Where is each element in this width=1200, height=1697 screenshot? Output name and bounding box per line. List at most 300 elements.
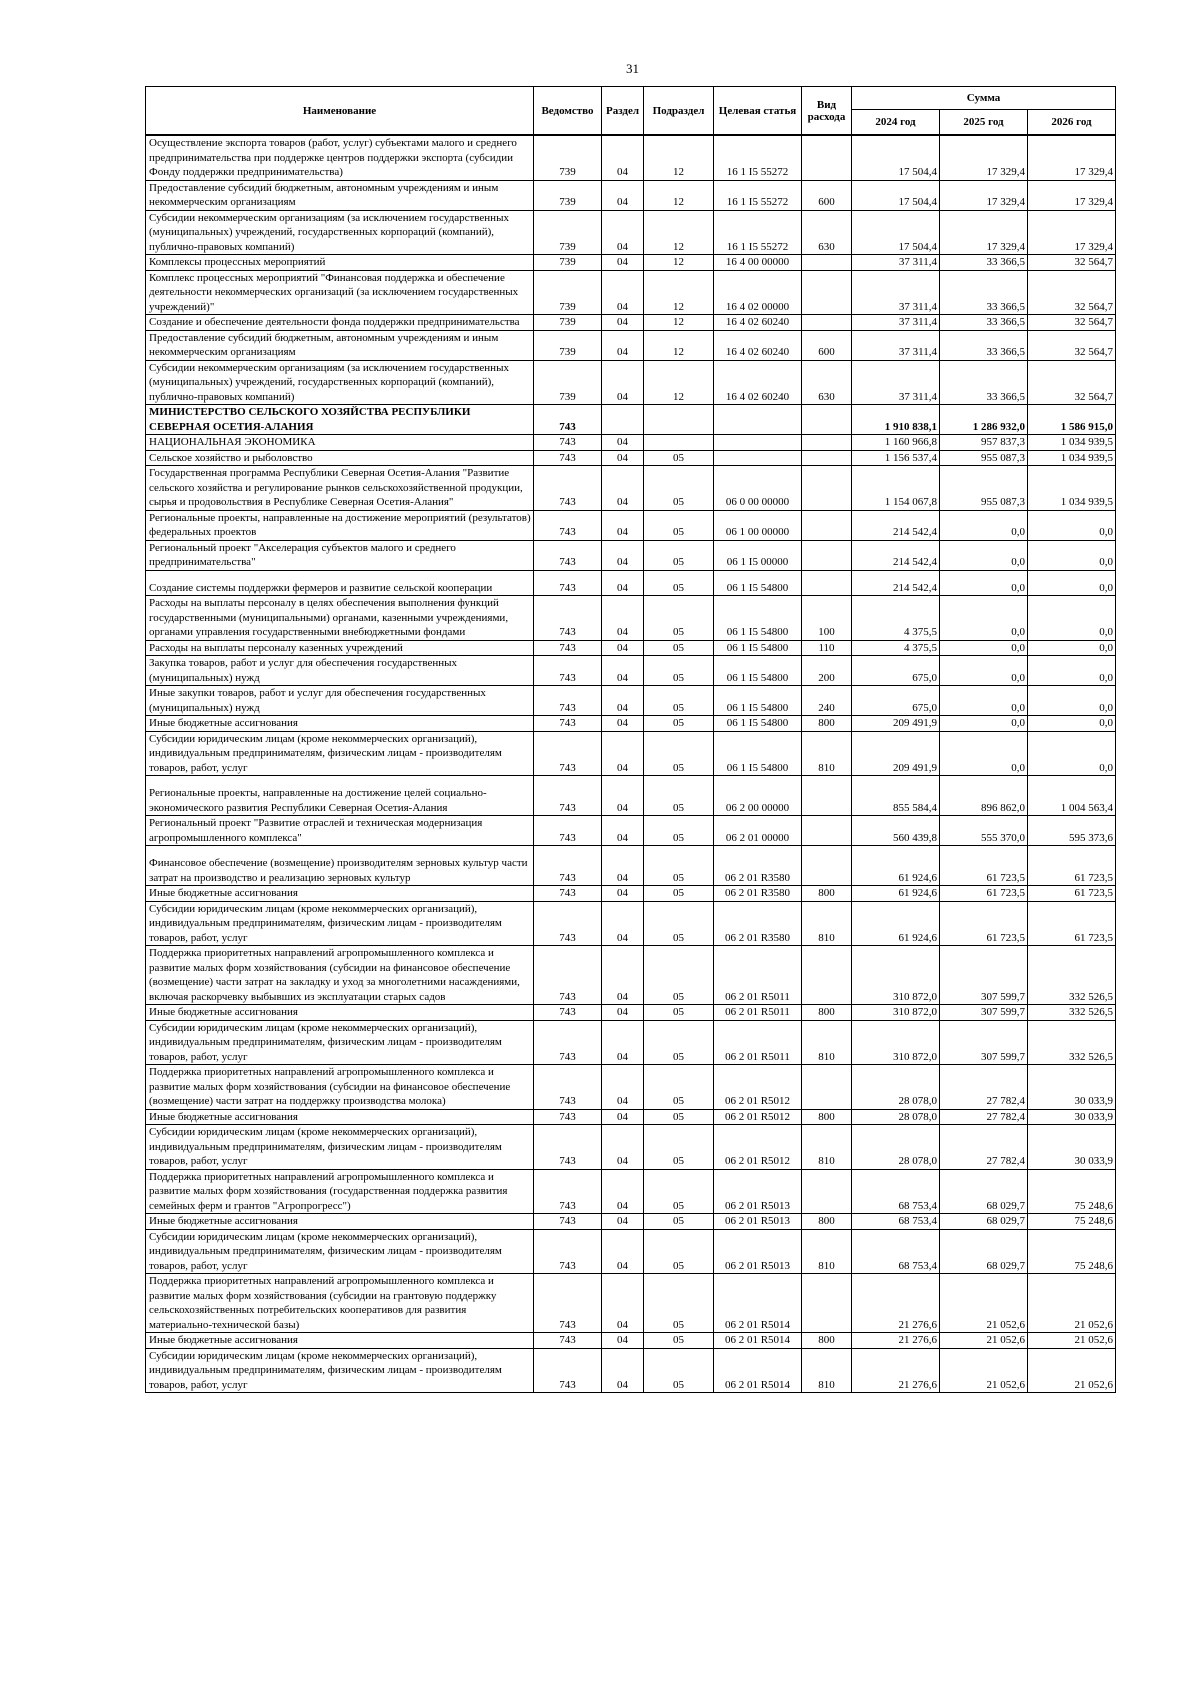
table-row xyxy=(146,686,1116,716)
cell-2025: 17 329,4 xyxy=(940,180,1028,210)
cell-2025: 955 087,3 xyxy=(940,466,1028,511)
header-target: Целевая статья xyxy=(714,87,802,136)
cell-2026: 1 004 563,4 xyxy=(1028,776,1116,816)
cell-2026: 1 034 939,5 xyxy=(1028,466,1116,511)
cell-vid: 810 xyxy=(802,901,852,946)
cell-vid xyxy=(802,510,852,540)
cell-name: Субсидии юридическим лицам (кроме некоммерческих организаций), индивидуальным предпринимателям, физическим лицам - производителям товаров, работ, услуг xyxy=(146,1348,534,1393)
table-row xyxy=(146,315,1116,331)
cell-podrazdel: 05 xyxy=(644,1109,714,1125)
cell-ved: 743 xyxy=(534,946,602,1005)
cell-name: НАЦИОНАЛЬНАЯ ЭКОНОМИКА xyxy=(146,435,534,451)
cell-razdel: 04 xyxy=(602,435,644,451)
cell-2026: 0,0 xyxy=(1028,686,1116,716)
cell-name: Предоставление субсидий бюджетным, автономным учреждениям и иным некоммерческим организациям xyxy=(146,330,534,360)
cell-2024: 21 276,6 xyxy=(852,1333,940,1349)
cell-podrazdel: 12 xyxy=(644,315,714,331)
cell-2025: 21 052,6 xyxy=(940,1348,1028,1393)
cell-name: Субсидии некоммерческим организациям (за исключением государственных (муниципальных) учреждений, государственных корпораций (компаний), публично-правовых компаний) xyxy=(146,360,534,405)
header-summa: Сумма xyxy=(852,87,1116,110)
cell-razdel: 04 xyxy=(602,540,644,570)
cell-2024: 675,0 xyxy=(852,686,940,716)
cell-podrazdel: 05 xyxy=(644,886,714,902)
cell-2025: 0,0 xyxy=(940,510,1028,540)
cell-podrazdel: 05 xyxy=(644,1065,714,1110)
cell-2024: 17 504,4 xyxy=(852,210,940,255)
table-row xyxy=(146,1348,1116,1393)
cell-2026: 595 373,6 xyxy=(1028,816,1116,846)
cell-razdel: 04 xyxy=(602,731,644,776)
cell-podrazdel: 05 xyxy=(644,1005,714,1021)
cell-razdel: 04 xyxy=(602,255,644,271)
cell-podrazdel: 12 xyxy=(644,330,714,360)
cell-razdel: 04 xyxy=(602,716,644,732)
cell-2025: 0,0 xyxy=(940,540,1028,570)
cell-2024: 1 154 067,8 xyxy=(852,466,940,511)
cell-ved: 743 xyxy=(534,1020,602,1065)
cell-2025: 555 370,0 xyxy=(940,816,1028,846)
cell-razdel: 04 xyxy=(602,1005,644,1021)
cell-target: 06 2 01 00000 xyxy=(714,816,802,846)
table-row xyxy=(146,1169,1116,1214)
cell-razdel: 04 xyxy=(602,686,644,716)
cell-target: 06 1 I5 54800 xyxy=(714,731,802,776)
cell-target: 16 1 I5 55272 xyxy=(714,180,802,210)
table-row xyxy=(146,640,1116,656)
cell-2025: 0,0 xyxy=(940,640,1028,656)
cell-2025: 27 782,4 xyxy=(940,1065,1028,1110)
cell-podrazdel xyxy=(644,435,714,451)
cell-podrazdel: 05 xyxy=(644,946,714,1005)
cell-target: 16 1 I5 55272 xyxy=(714,135,802,180)
cell-ved: 743 xyxy=(534,846,602,886)
cell-target: 16 4 02 60240 xyxy=(714,315,802,331)
cell-ved: 743 xyxy=(534,596,602,641)
cell-2024: 68 753,4 xyxy=(852,1229,940,1274)
cell-vid xyxy=(802,315,852,331)
cell-target xyxy=(714,435,802,451)
cell-ved: 743 xyxy=(534,816,602,846)
cell-target: 06 0 00 00000 xyxy=(714,466,802,511)
table-row xyxy=(146,450,1116,466)
cell-podrazdel: 05 xyxy=(644,1229,714,1274)
cell-target: 06 2 01 R3580 xyxy=(714,901,802,946)
table-row xyxy=(146,1109,1116,1125)
cell-podrazdel: 05 xyxy=(644,846,714,886)
cell-2025: 68 029,7 xyxy=(940,1214,1028,1230)
cell-2024: 17 504,4 xyxy=(852,135,940,180)
cell-target: 06 2 01 R5014 xyxy=(714,1348,802,1393)
cell-target: 06 1 I5 54800 xyxy=(714,596,802,641)
cell-ved: 743 xyxy=(534,640,602,656)
cell-razdel: 04 xyxy=(602,510,644,540)
cell-podrazdel: 05 xyxy=(644,1333,714,1349)
cell-target: 06 2 01 R5014 xyxy=(714,1333,802,1349)
cell-2026: 30 033,9 xyxy=(1028,1065,1116,1110)
cell-podrazdel xyxy=(644,405,714,435)
cell-name: Субсидии юридическим лицам (кроме некоммерческих организаций), индивидуальным предпринимателям, физическим лицам - производителям товаров, работ, услуг xyxy=(146,1020,534,1065)
cell-name: Поддержка приоритетных направлений агропромышленного комплекса и развитие малых форм хозяйствования (государственная поддержка развития семейных ферм и грантов "Агропрогресс") xyxy=(146,1169,534,1214)
cell-name: Осуществление экспорта товаров (работ, услуг) субъектами малого и среднего предпринимательства при поддержке центров поддержки экспорта (субсидии Фонду поддержки предпринимательства) xyxy=(146,135,534,180)
cell-podrazdel: 05 xyxy=(644,540,714,570)
cell-2026: 30 033,9 xyxy=(1028,1109,1116,1125)
cell-podrazdel: 05 xyxy=(644,1214,714,1230)
cell-name: Субсидии некоммерческим организациям (за исключением государственных (муниципальных) учреждений, государственных корпораций (компаний), публично-правовых компаний) xyxy=(146,210,534,255)
cell-vid: 600 xyxy=(802,180,852,210)
cell-2024: 214 542,4 xyxy=(852,570,940,596)
cell-ved: 739 xyxy=(534,360,602,405)
cell-name: Сельское хозяйство и рыболовство xyxy=(146,450,534,466)
cell-target: 06 2 01 R5013 xyxy=(714,1214,802,1230)
cell-vid: 110 xyxy=(802,640,852,656)
table-row xyxy=(146,1214,1116,1230)
cell-ved: 743 xyxy=(534,1169,602,1214)
cell-2026: 0,0 xyxy=(1028,510,1116,540)
cell-vid: 800 xyxy=(802,886,852,902)
cell-vid xyxy=(802,1169,852,1214)
cell-target: 06 1 I5 54800 xyxy=(714,716,802,732)
page-number: 31 xyxy=(626,61,639,76)
cell-ved: 739 xyxy=(534,135,602,180)
cell-2025: 896 862,0 xyxy=(940,776,1028,816)
cell-name: Комплекс процессных мероприятий "Финансовая поддержка и обеспечение деятельности некоммерческих организаций (за исключением государственных учреждений)" xyxy=(146,270,534,315)
cell-target: 06 1 I5 54800 xyxy=(714,640,802,656)
cell-2026: 0,0 xyxy=(1028,596,1116,641)
cell-2025: 61 723,5 xyxy=(940,846,1028,886)
cell-vid xyxy=(802,1065,852,1110)
cell-2024: 37 311,4 xyxy=(852,330,940,360)
cell-razdel: 04 xyxy=(602,1125,644,1170)
cell-2024: 855 584,4 xyxy=(852,776,940,816)
cell-podrazdel: 12 xyxy=(644,360,714,405)
cell-vid: 240 xyxy=(802,686,852,716)
cell-vid xyxy=(802,466,852,511)
cell-name: Поддержка приоритетных направлений агропромышленного комплекса и развитие малых форм хозяйствования (субсидии на грантовую поддержку сельскохозяйственных потребительских кооперативов для развития материально-технической базы) xyxy=(146,1274,534,1333)
cell-ved: 743 xyxy=(534,886,602,902)
cell-ved: 743 xyxy=(534,1109,602,1125)
cell-podrazdel: 05 xyxy=(644,570,714,596)
cell-target: 06 2 01 R5014 xyxy=(714,1274,802,1333)
cell-vid: 810 xyxy=(802,1348,852,1393)
cell-razdel: 04 xyxy=(602,1109,644,1125)
cell-podrazdel: 05 xyxy=(644,686,714,716)
cell-2025: 307 599,7 xyxy=(940,1020,1028,1065)
cell-vid xyxy=(802,135,852,180)
cell-ved: 743 xyxy=(534,1125,602,1170)
cell-ved: 743 xyxy=(534,435,602,451)
cell-ved: 743 xyxy=(534,731,602,776)
cell-podrazdel: 05 xyxy=(644,901,714,946)
cell-razdel: 04 xyxy=(602,315,644,331)
cell-2025: 33 366,5 xyxy=(940,360,1028,405)
cell-razdel: 04 xyxy=(602,776,644,816)
cell-2024: 61 924,6 xyxy=(852,886,940,902)
cell-2024: 214 542,4 xyxy=(852,510,940,540)
cell-2025: 17 329,4 xyxy=(940,210,1028,255)
cell-2026: 17 329,4 xyxy=(1028,135,1116,180)
cell-2026: 32 564,7 xyxy=(1028,330,1116,360)
header-2024: 2024 год xyxy=(852,110,940,136)
cell-razdel: 04 xyxy=(602,846,644,886)
cell-2026: 332 526,5 xyxy=(1028,1020,1116,1065)
cell-podrazdel: 05 xyxy=(644,716,714,732)
cell-2025: 33 366,5 xyxy=(940,255,1028,271)
cell-2024: 28 078,0 xyxy=(852,1065,940,1110)
cell-razdel: 04 xyxy=(602,1348,644,1393)
cell-2024: 68 753,4 xyxy=(852,1214,940,1230)
cell-target: 16 4 02 60240 xyxy=(714,360,802,405)
cell-vid xyxy=(802,255,852,271)
cell-vid: 800 xyxy=(802,716,852,732)
header-ved: Ведомство xyxy=(534,87,602,136)
cell-name: Иные бюджетные ассигнования xyxy=(146,1005,534,1021)
table-row xyxy=(146,1333,1116,1349)
cell-2024: 560 439,8 xyxy=(852,816,940,846)
cell-razdel xyxy=(602,405,644,435)
cell-vid: 800 xyxy=(802,1214,852,1230)
cell-name: Иные бюджетные ассигнования xyxy=(146,716,534,732)
cell-2025: 33 366,5 xyxy=(940,330,1028,360)
table-row xyxy=(146,596,1116,641)
cell-vid xyxy=(802,816,852,846)
cell-ved: 739 xyxy=(534,210,602,255)
cell-ved: 743 xyxy=(534,450,602,466)
cell-2024: 4 375,5 xyxy=(852,640,940,656)
cell-podrazdel: 12 xyxy=(644,255,714,271)
cell-2026: 0,0 xyxy=(1028,570,1116,596)
cell-razdel: 04 xyxy=(602,1333,644,1349)
cell-target: 16 4 02 60240 xyxy=(714,330,802,360)
cell-target: 06 2 01 R5011 xyxy=(714,1005,802,1021)
cell-ved: 743 xyxy=(534,466,602,511)
cell-name: Создание системы поддержки фермеров и развитие сельской кооперации xyxy=(146,570,534,596)
table-row xyxy=(146,1020,1116,1065)
cell-target xyxy=(714,450,802,466)
cell-podrazdel: 05 xyxy=(644,450,714,466)
cell-razdel: 04 xyxy=(602,180,644,210)
cell-2025: 0,0 xyxy=(940,570,1028,596)
table-row xyxy=(146,435,1116,451)
cell-2026: 61 723,5 xyxy=(1028,886,1116,902)
cell-2025: 61 723,5 xyxy=(940,886,1028,902)
cell-2024: 214 542,4 xyxy=(852,540,940,570)
cell-ved: 743 xyxy=(534,1348,602,1393)
cell-name: МИНИСТЕРСТВО СЕЛЬСКОГО ХОЗЯЙСТВА РЕСПУБЛИКИ СЕВЕРНАЯ ОСЕТИЯ-АЛАНИЯ xyxy=(146,405,534,435)
table-row xyxy=(146,846,1116,886)
table-row xyxy=(146,1065,1116,1110)
cell-target: 06 2 01 R5012 xyxy=(714,1125,802,1170)
table-row xyxy=(146,135,1116,180)
table-row xyxy=(146,901,1116,946)
cell-2024: 209 491,9 xyxy=(852,731,940,776)
cell-ved: 743 xyxy=(534,510,602,540)
table-row xyxy=(146,540,1116,570)
cell-razdel: 04 xyxy=(602,1020,644,1065)
cell-2024: 209 491,9 xyxy=(852,716,940,732)
cell-2025: 307 599,7 xyxy=(940,946,1028,1005)
cell-2026: 30 033,9 xyxy=(1028,1125,1116,1170)
table-row xyxy=(146,570,1116,596)
cell-vid xyxy=(802,776,852,816)
table-row xyxy=(146,1005,1116,1021)
header-vid: Вид расхода xyxy=(802,87,852,136)
cell-podrazdel: 05 xyxy=(644,731,714,776)
header-name: Наименование xyxy=(146,87,534,136)
cell-2025: 17 329,4 xyxy=(940,135,1028,180)
cell-podrazdel: 05 xyxy=(644,640,714,656)
cell-podrazdel: 12 xyxy=(644,270,714,315)
cell-ved: 743 xyxy=(534,405,602,435)
cell-2026: 75 248,6 xyxy=(1028,1214,1116,1230)
cell-2025: 68 029,7 xyxy=(940,1229,1028,1274)
cell-2025: 1 286 932,0 xyxy=(940,405,1028,435)
cell-razdel: 04 xyxy=(602,210,644,255)
cell-target: 06 2 01 R3580 xyxy=(714,846,802,886)
cell-2025: 0,0 xyxy=(940,716,1028,732)
table-row xyxy=(146,816,1116,846)
cell-razdel: 04 xyxy=(602,816,644,846)
cell-ved: 743 xyxy=(534,656,602,686)
cell-vid xyxy=(802,1274,852,1333)
cell-razdel: 04 xyxy=(602,450,644,466)
cell-name: Региональный проект "Развитие отраслей и техническая модернизация агропромышленного комплекса" xyxy=(146,816,534,846)
table-row xyxy=(146,731,1116,776)
table-row xyxy=(146,656,1116,686)
cell-ved: 743 xyxy=(534,1333,602,1349)
cell-ved: 743 xyxy=(534,1005,602,1021)
cell-2024: 4 375,5 xyxy=(852,596,940,641)
cell-2026: 21 052,6 xyxy=(1028,1333,1116,1349)
cell-2024: 61 924,6 xyxy=(852,846,940,886)
cell-vid xyxy=(802,405,852,435)
cell-vid: 600 xyxy=(802,330,852,360)
cell-podrazdel: 05 xyxy=(644,776,714,816)
cell-name: Иные бюджетные ассигнования xyxy=(146,1333,534,1349)
cell-2024: 37 311,4 xyxy=(852,255,940,271)
cell-2024: 37 311,4 xyxy=(852,270,940,315)
cell-podrazdel: 05 xyxy=(644,1169,714,1214)
cell-razdel: 04 xyxy=(602,135,644,180)
cell-2026: 0,0 xyxy=(1028,540,1116,570)
cell-razdel: 04 xyxy=(602,360,644,405)
cell-2024: 675,0 xyxy=(852,656,940,686)
cell-2026: 32 564,7 xyxy=(1028,270,1116,315)
cell-2026: 0,0 xyxy=(1028,640,1116,656)
cell-target xyxy=(714,405,802,435)
cell-2026: 1 034 939,5 xyxy=(1028,450,1116,466)
cell-vid: 810 xyxy=(802,1020,852,1065)
header-razdel: Раздел xyxy=(602,87,644,136)
cell-2025: 21 052,6 xyxy=(940,1333,1028,1349)
cell-2026: 75 248,6 xyxy=(1028,1229,1116,1274)
cell-target: 06 1 I5 54800 xyxy=(714,686,802,716)
table-row xyxy=(146,330,1116,360)
cell-vid: 630 xyxy=(802,210,852,255)
cell-name: Создание и обеспечение деятельности фонда поддержки предпринимательства xyxy=(146,315,534,331)
cell-target: 16 1 I5 55272 xyxy=(714,210,802,255)
cell-2024: 21 276,6 xyxy=(852,1274,940,1333)
cell-podrazdel: 05 xyxy=(644,656,714,686)
cell-2024: 68 753,4 xyxy=(852,1169,940,1214)
table-row xyxy=(146,886,1116,902)
cell-vid xyxy=(802,270,852,315)
cell-name: Иные закупки товаров, работ и услуг для обеспечения государственных (муниципальных) нужд xyxy=(146,686,534,716)
table-row xyxy=(146,180,1116,210)
cell-vid: 800 xyxy=(802,1333,852,1349)
cell-name: Поддержка приоритетных направлений агропромышленного комплекса и развитие малых форм хозяйствования (субсидии на финансовое обеспечение (возмещение) части затрат на поддержку производства молока) xyxy=(146,1065,534,1110)
cell-name: Расходы на выплаты персоналу в целях обеспечения выполнения функций государственными (муниципальными) органами, казенными учреждениями, органами управления государственными внебюджетными фондами xyxy=(146,596,534,641)
cell-name: Региональные проекты, направленные на достижение целей социально-экономического развития Республики Северная Осетия-Алания xyxy=(146,776,534,816)
cell-target: 06 2 01 R5013 xyxy=(714,1229,802,1274)
table-row xyxy=(146,210,1116,255)
header-2026: 2026 год xyxy=(1028,110,1116,136)
cell-target: 16 4 00 00000 xyxy=(714,255,802,271)
cell-2025: 0,0 xyxy=(940,596,1028,641)
cell-vid: 800 xyxy=(802,1109,852,1125)
cell-2026: 32 564,7 xyxy=(1028,360,1116,405)
cell-vid: 810 xyxy=(802,1229,852,1274)
header-2025: 2025 год xyxy=(940,110,1028,136)
cell-podrazdel: 12 xyxy=(644,210,714,255)
cell-vid xyxy=(802,540,852,570)
cell-2026: 332 526,5 xyxy=(1028,946,1116,1005)
cell-2024: 37 311,4 xyxy=(852,315,940,331)
cell-target: 06 2 01 R3580 xyxy=(714,886,802,902)
cell-2024: 1 910 838,1 xyxy=(852,405,940,435)
cell-name: Государственная программа Республики Северная Осетия-Алания "Развитие сельского хозяйства и регулирование рынков сельскохозяйственной продукции, сырья и продовольствия в Республике Северная Осетия-Алания" xyxy=(146,466,534,511)
table-row xyxy=(146,946,1116,1005)
cell-razdel: 04 xyxy=(602,330,644,360)
cell-2025: 957 837,3 xyxy=(940,435,1028,451)
cell-2026: 32 564,7 xyxy=(1028,255,1116,271)
cell-name: Иные бюджетные ассигнования xyxy=(146,1214,534,1230)
cell-razdel: 04 xyxy=(602,946,644,1005)
cell-vid: 100 xyxy=(802,596,852,641)
cell-2026: 0,0 xyxy=(1028,731,1116,776)
cell-name: Финансовое обеспечение (возмещение) производителям зерновых культур части затрат на производство и реализацию зерновых культур xyxy=(146,846,534,886)
cell-podrazdel: 12 xyxy=(644,135,714,180)
cell-name: Поддержка приоритетных направлений агропромышленного комплекса и развитие малых форм хозяйствования (субсидии на финансовое обеспечение (возмещение) части затрат на закладку и уход за многолетними насаждениями, включая раскорчевку выбывших из эксплуатации старых садов xyxy=(146,946,534,1005)
cell-2026: 61 723,5 xyxy=(1028,901,1116,946)
cell-2024: 310 872,0 xyxy=(852,1020,940,1065)
cell-2024: 28 078,0 xyxy=(852,1109,940,1125)
cell-razdel: 04 xyxy=(602,1274,644,1333)
cell-razdel: 04 xyxy=(602,640,644,656)
cell-2025: 0,0 xyxy=(940,656,1028,686)
cell-razdel: 04 xyxy=(602,570,644,596)
cell-2024: 310 872,0 xyxy=(852,1005,940,1021)
cell-podrazdel: 12 xyxy=(644,180,714,210)
cell-target: 16 4 02 00000 xyxy=(714,270,802,315)
cell-razdel: 04 xyxy=(602,656,644,686)
cell-name: Расходы на выплаты персоналу казенных учреждений xyxy=(146,640,534,656)
cell-razdel: 04 xyxy=(602,1065,644,1110)
cell-name: Субсидии юридическим лицам (кроме некоммерческих организаций), индивидуальным предпринимателям, физическим лицам - производителям товаров, работ, услуг xyxy=(146,731,534,776)
cell-target: 06 1 I5 00000 xyxy=(714,540,802,570)
cell-name: Региональный проект "Акселерация субъектов малого и среднего предпринимательства" xyxy=(146,540,534,570)
cell-2025: 33 366,5 xyxy=(940,270,1028,315)
cell-2026: 1 034 939,5 xyxy=(1028,435,1116,451)
cell-name: Иные бюджетные ассигнования xyxy=(146,886,534,902)
cell-2025: 68 029,7 xyxy=(940,1169,1028,1214)
cell-2026: 17 329,4 xyxy=(1028,180,1116,210)
cell-ved: 743 xyxy=(534,901,602,946)
table-row xyxy=(146,270,1116,315)
cell-vid xyxy=(802,435,852,451)
cell-podrazdel: 05 xyxy=(644,1125,714,1170)
cell-razdel: 04 xyxy=(602,466,644,511)
cell-2024: 37 311,4 xyxy=(852,360,940,405)
